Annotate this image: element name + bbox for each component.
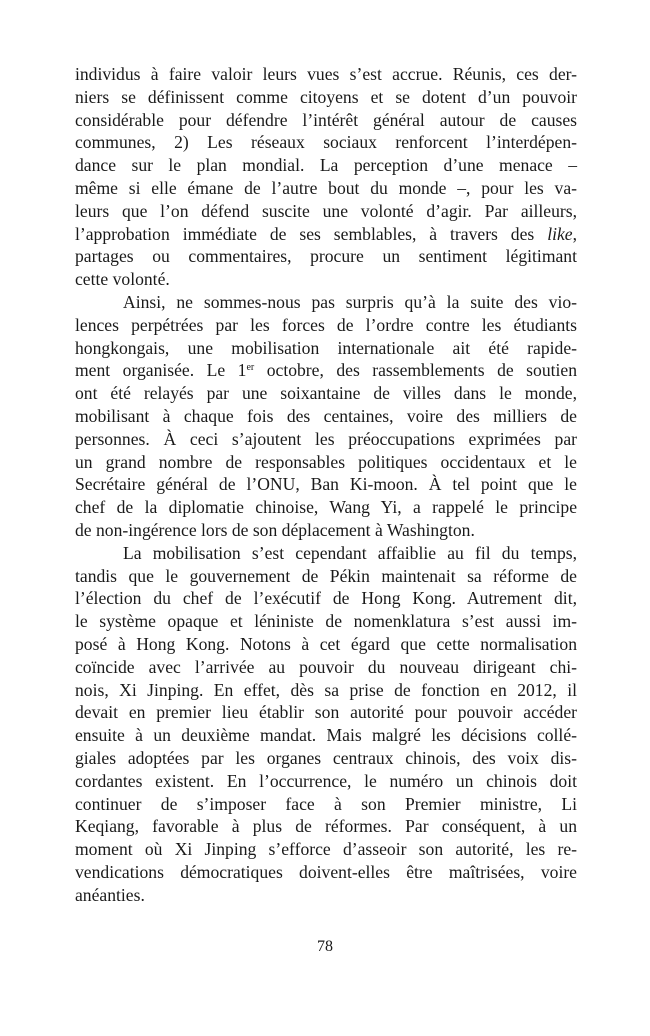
text-segment: coïncide avec l’arrivée au pouvoir du nouveau dirigeant chi-	[75, 656, 577, 677]
text-line	[75, 154, 577, 177]
text-line	[75, 701, 577, 724]
text-segment: de non-ingérence lors de son déplacement à Washington.	[75, 519, 475, 540]
text-segment: moment où Xi Jinping s’efforce d’asseoir son autorité, les re-	[75, 839, 577, 860]
text-segment: tandis que le gouvernement de Pékin maintenait sa réforme de	[75, 565, 577, 586]
text-line	[75, 610, 577, 633]
italic-word: like	[547, 223, 573, 244]
text-segment: personnes. À ceci s’ajoutent les préoccupations exprimées par	[75, 428, 577, 449]
text-segment: le système opaque et léniniste de nomenklatura s’est aussi im-	[75, 611, 577, 632]
text-line	[75, 337, 577, 360]
text-line	[75, 747, 577, 770]
text-segment: anéanties.	[75, 884, 145, 905]
text-segment: un grand nombre de responsables politiques occidentaux et le	[75, 451, 577, 472]
text-line	[75, 63, 577, 86]
text-segment: ment organisée. Le 1	[75, 360, 247, 381]
text-segment: La mobilisation s’est cependant affaiblie au fil du temps,	[123, 542, 577, 563]
text-segment: ont été relayés par une soixantaine de villes dans le monde,	[75, 383, 577, 404]
text-segment: l’approbation immédiate de ses semblables, à travers des	[75, 223, 548, 244]
text-line	[75, 519, 577, 542]
text-segment: devait en premier lieu établir son autorité pour pouvoir accéder	[75, 702, 577, 723]
superscript: er	[246, 362, 255, 374]
text-line	[75, 451, 577, 474]
text-line	[75, 496, 577, 519]
text-segment: communes, 2) Les réseaux sociaux renforcent l’interdépen-	[75, 132, 577, 153]
text-segment: Keqiang, favorable à plus de réformes. Par conséquent, à un	[75, 816, 577, 837]
text-segment: mobilisant à chaque fois des centaines, voire des milliers de	[75, 405, 577, 426]
text-line	[75, 565, 577, 588]
text-segment: dance sur le plan mondial. La perception d’une menace –	[75, 155, 577, 176]
text-line	[75, 109, 577, 132]
text-segment: nois, Xi Jinping. En effet, dès sa prise de fonction en 2012, il	[75, 679, 577, 700]
page-number: 78	[317, 938, 333, 955]
text-line	[75, 131, 577, 154]
text-line	[75, 359, 577, 382]
text-segment: l’élection du chef de l’exécutif de Hong Kong. Autrement dit,	[75, 588, 577, 609]
text-segment: Ainsi, ne sommes-nous pas surpris qu’à la suite des vio-	[123, 291, 577, 312]
text-segment: lences perpétrées par les forces de l’ordre contre les étudiants	[75, 314, 577, 335]
text-segment: niers se définissent comme citoyens et se dotent d’un pouvoir	[75, 86, 577, 107]
text-line	[75, 428, 577, 451]
text-line	[75, 770, 577, 793]
text-line	[75, 838, 577, 861]
text-segment: posé à Hong Kong. Notons à cet égard que cette normalisation	[75, 633, 577, 654]
text-line	[75, 724, 577, 747]
text-segment: cordantes existent. En l’occurrence, le numéro un chinois doit	[75, 770, 577, 791]
text-segment: vendications démocratiques doivent-elles être maîtrisées, voire	[75, 861, 577, 882]
text-line	[75, 405, 577, 428]
text-segment: hongkongais, une mobilisation internationale ait été rapide-	[75, 337, 577, 358]
text-line	[75, 542, 577, 565]
text-line	[75, 587, 577, 610]
text-segment: giales adoptées par les organes centraux chinois, des voix dis-	[75, 747, 577, 768]
text-segment: ensuite à un deuxième mandat. Mais malgré les décisions collé-	[75, 725, 577, 746]
text-segment: partages ou commentaires, procure un sentiment légitimant	[75, 246, 577, 267]
text-segment: continuer de s’imposer face à son Premier ministre, Li	[75, 793, 577, 814]
text-line	[75, 815, 577, 838]
text-line	[75, 884, 577, 907]
text-line	[75, 679, 577, 702]
text-line	[75, 314, 577, 337]
text-line	[75, 382, 577, 405]
text-line	[75, 633, 577, 656]
text-segment: leurs que l’on défend suscite une volonté d’agir. Par ailleurs,	[75, 200, 577, 221]
text-line	[75, 86, 577, 109]
text-line	[75, 200, 577, 223]
text-line	[75, 656, 577, 679]
text-segment: individus à faire valoir leurs vues s’est accrue. Réunis, ces der-	[75, 64, 577, 84]
text-segment: considérable pour défendre l’intérêt général autour de causes	[75, 109, 577, 130]
text-line	[75, 223, 577, 246]
text-line	[75, 473, 577, 496]
text-segment: Secrétaire général de l’ONU, Ban Ki-moon. À tel point que le	[75, 474, 577, 495]
text-line	[75, 177, 577, 200]
text-line	[75, 861, 577, 884]
text-segment: ,	[572, 223, 577, 244]
text-line	[75, 291, 577, 314]
text-line	[75, 793, 577, 816]
page-body-text	[75, 63, 577, 906]
text-line	[75, 245, 577, 268]
text-segment: chef de la diplomatie chinoise, Wang Yi, a rappelé le principe	[75, 497, 577, 518]
text-segment: cette volonté.	[75, 269, 170, 290]
text-line	[75, 268, 577, 291]
text-segment: même si elle émane de l’autre bout du monde –, pour les va-	[75, 177, 577, 198]
text-segment: octobre, des rassemblements de soutien	[254, 360, 578, 381]
